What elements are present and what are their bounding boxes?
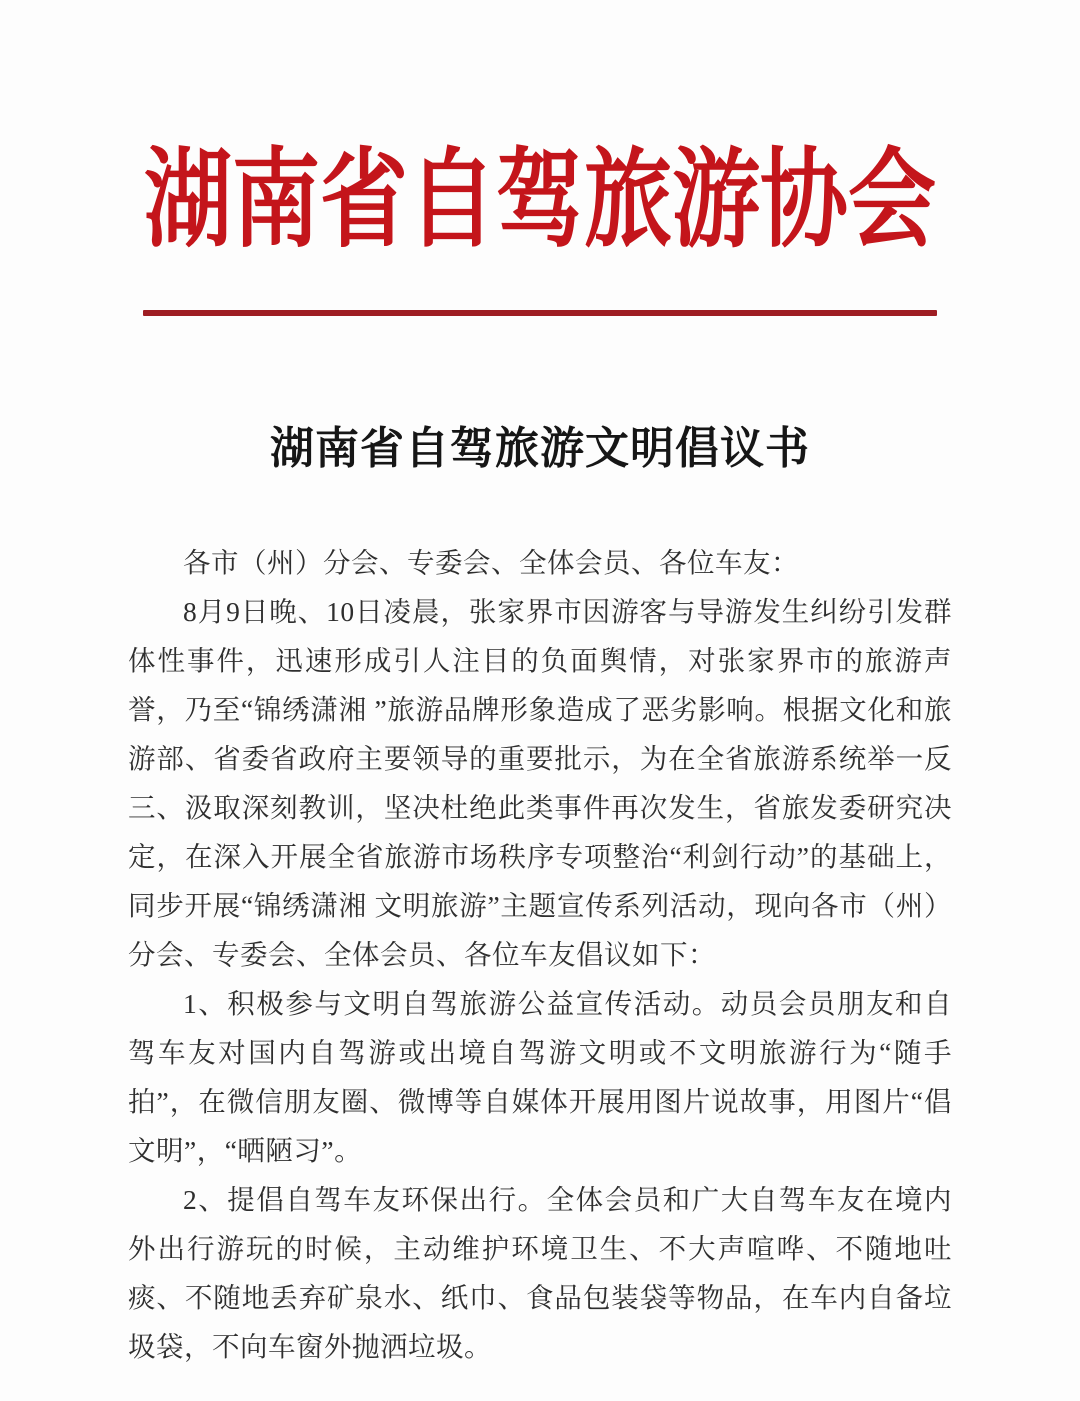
salutation-line: 各市（州）分会、专委会、全体会员、各位车友： bbox=[183, 547, 799, 578]
document-title: 湖南省自驾旅游文明倡议书 bbox=[270, 424, 810, 473]
paragraph-item-1: 1、积极参与文明自驾旅游公益宣传活动。动员会员朋友和自驾车友对国内自驾游或出境自驾游文明或不文明旅游行为“随手拍”，在微信朋友圈、微博等自媒体开展用图片说故事，用图片“倡文明”，“晒陋习”。 bbox=[128, 988, 952, 1166]
org-name-text: 湖南省自驾旅游协会 bbox=[143, 142, 936, 262]
document-body bbox=[128, 538, 952, 1371]
document-content bbox=[0, 412, 1080, 1371]
letterhead-divider-rule bbox=[143, 310, 937, 316]
letterhead bbox=[0, 0, 1080, 316]
org-name-title bbox=[0, 142, 1080, 262]
paragraph-item-2: 2、提倡自驾车友环保出行。全体会员和广大自驾车友在境内外出行游玩的时候，主动维护环境卫生、不大声喧哗、不随地吐痰、不随地丢弃矿泉水、纸巾、食品包装袋等物品，在车内自备垃圾袋，不向车窗外抛洒垃圾。 bbox=[128, 1184, 952, 1362]
paragraph-background: 8月9日晚、10日凌晨，张家界市因游客与导游发生纠纷引发群体性事件，迅速形成引人注目的负面舆情，对张家界市的旅游声誉，乃至“锦绣潇湘 ”旅游品牌形象造成了恶劣影响。根据文化和旅游部、省委省政府主要领导的重要批示，为在全省旅游系统举一反三、汲取深刻教训，坚决杜绝此类事件再次发生，省旅发委研究决定，在深入开展全省旅游市场秩序专项整治“利剑行动”的基础上，同步开展“锦绣潇湘 文明旅游”主题宣传系列活动，现向各市（州）分会、专委会、全体会员、各位车友倡议如下： bbox=[128, 596, 952, 970]
